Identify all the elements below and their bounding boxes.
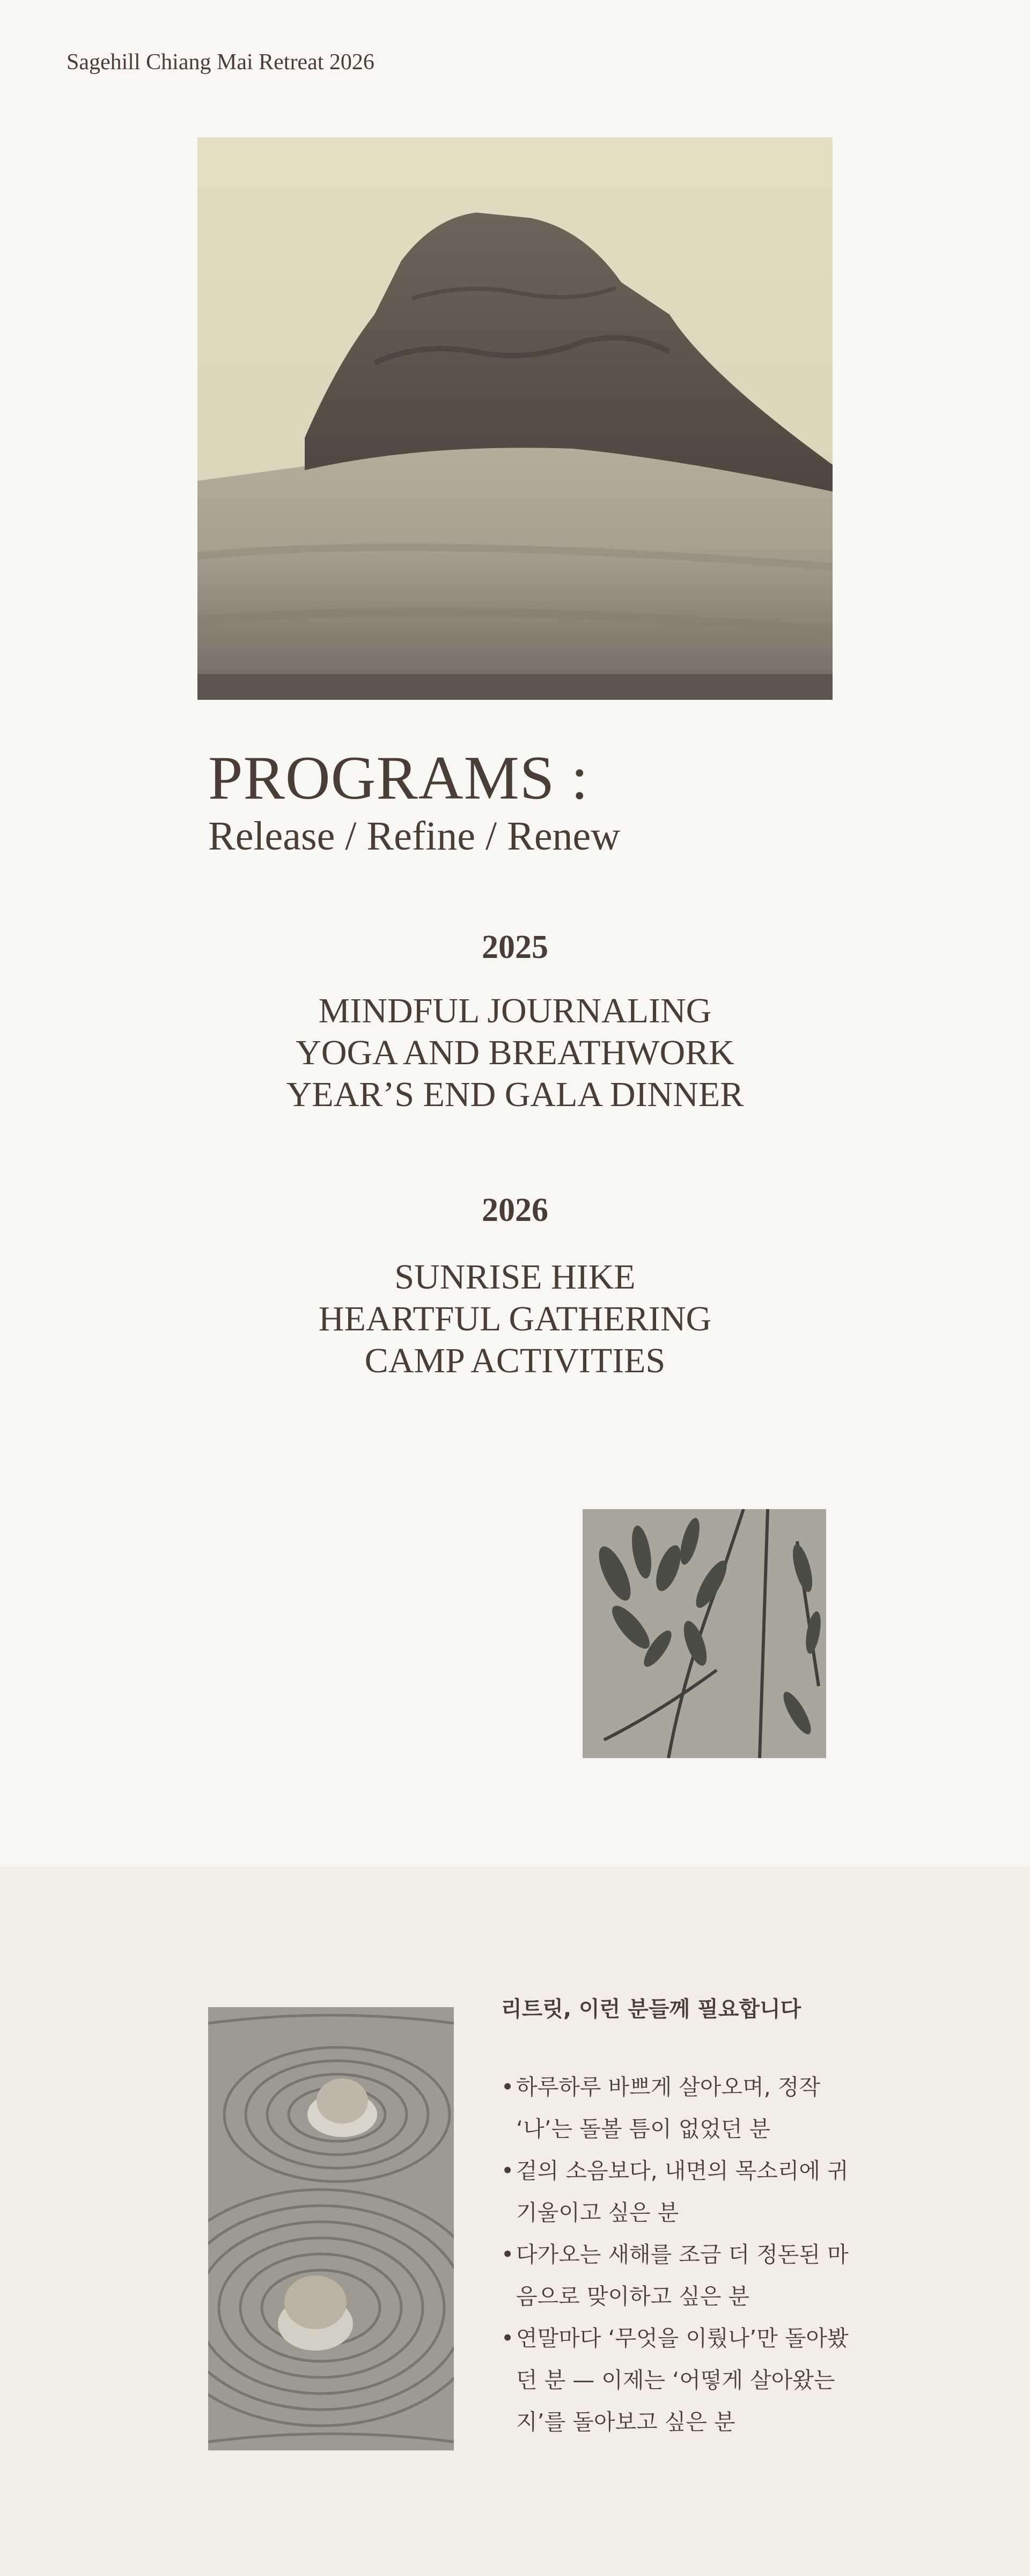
program-item: HEARTFUL GATHERING — [318, 1299, 712, 1338]
program-item: YEAR’S END GALA DINNER — [286, 1075, 744, 1114]
year-block-2025 — [0, 928, 1030, 1116]
programs-heading — [208, 744, 621, 859]
audience-section — [0, 1867, 1030, 2576]
hero-mountain-image — [197, 137, 833, 700]
zen-garden-image — [208, 2007, 454, 2450]
year-label: 2026 — [482, 1192, 548, 1228]
bullet-text: 하루하루 바쁘게 살아오며, 정작 ‘나’는 돌볼 틈이 없었던 분 — [516, 2074, 821, 2142]
brand-title: Sagehill Chiang Mai Retreat 2026 — [67, 50, 374, 75]
bullet-text: 다가오는 새해를 조금 더 정돈된 마음으로 맞이하고 싶은 분 — [516, 2242, 849, 2309]
bullet-text: 연말마다 ‘무엇을 이뤘나’만 돌아봤던 분 — 이제는 ‘어떻게 살아왔는지’를 돌아보고 싶은 분 — [516, 2325, 849, 2435]
year-block-2026 — [0, 1191, 1030, 1382]
audience-heading: 리트릿, 이런 분들께 필요합니다 — [501, 1997, 801, 2022]
program-item: SUNRISE HIKE — [394, 1257, 636, 1297]
program-item: MINDFUL JOURNALING — [318, 991, 712, 1030]
list-item: • 하루하루 바쁘게 살아오며, 정작 ‘나’는 돌볼 틈이 없었던 분 — [501, 2066, 855, 2150]
list-item: • 다가오는 새해를 조금 더 정돈된 마음으로 맞이하고 싶은 분 — [501, 2234, 855, 2317]
list-item: • 겉의 소음보다, 내면의 목소리에 귀 기울이고 싶은 분 — [501, 2150, 855, 2234]
year-label: 2025 — [482, 929, 548, 965]
program-item: YOGA AND BREATHWORK — [296, 1033, 734, 1072]
program-item: CAMP ACTIVITIES — [364, 1341, 666, 1380]
pressed-plant-image — [583, 1509, 826, 1758]
list-item: • 연말마다 ‘무엇을 이뤘나’만 돌아봤던 분 — 이제는 ‘어떻게 살아왔는지’를 돌아보고 싶은 분 — [501, 2317, 855, 2443]
bullet-text: 겉의 소음보다, 내면의 목소리에 귀 기울이고 싶은 분 — [516, 2158, 849, 2226]
programs-subtitle: Release / Refine / Renew — [208, 814, 621, 859]
programs-title: PROGRAMS : — [208, 744, 589, 813]
audience-text — [501, 1996, 855, 2443]
